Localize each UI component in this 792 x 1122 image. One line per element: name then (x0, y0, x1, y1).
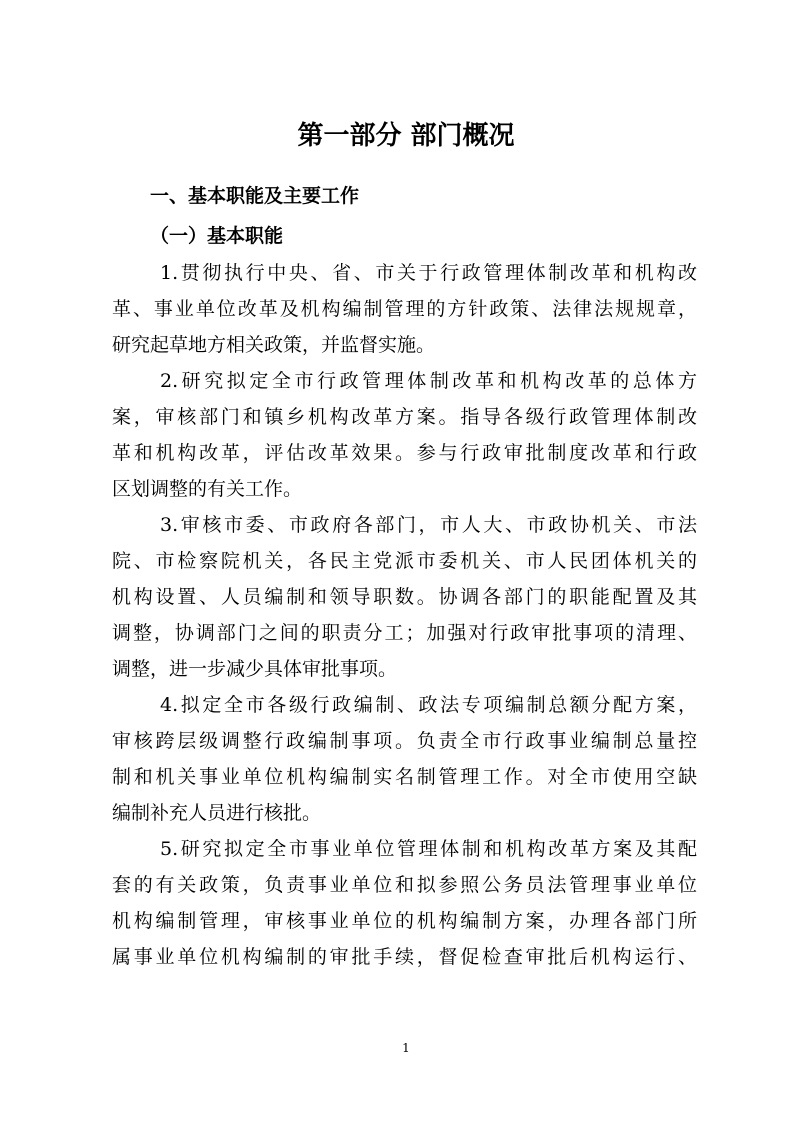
paragraph-line: 革和机构改革，评估改革效果。参与行政审批制度改革和行政 (112, 442, 697, 464)
paragraph-line: 套的有关政策，负责事业单位和拟参照公务员法管理事业单位 (112, 874, 697, 896)
sub-heading: （一）基本职能 (150, 225, 284, 247)
paragraph-line: 2.研究拟定全市行政管理体制改革和机构改革的总体方 (160, 370, 697, 392)
paragraph-line: 属事业单位机构编制的审批手续，督促检查审批后机构运行、 (112, 946, 697, 968)
paragraph-line: 案，审核部门和镇乡机构改革方案。指导各级行政管理体制改 (112, 406, 697, 428)
paragraph-line: 审核跨层级调整行政编制事项。负责全市行政事业编制总量控 (112, 730, 697, 752)
paragraph-line: 1.贯彻执行中央、省、市关于行政管理体制改革和机构改 (160, 262, 697, 284)
page-number: 1 (402, 1041, 410, 1055)
paragraph-line: 区划调整的有关工作。 (112, 478, 303, 500)
paragraph-line: 革、事业单位改革及机构编制管理的方针政策、法律法规规章， (112, 298, 697, 320)
paragraph-line: 3.审核市委、市政府各部门，市人大、市政协机关、市法 (160, 514, 697, 536)
paragraph-line: 研究起草地方相关政策，并监督实施。 (112, 334, 436, 356)
paragraph-1 (112, 255, 697, 363)
page-title: 第一部分 部门概况 (297, 121, 515, 151)
section-heading: 一、基本职能及主要工作 (150, 185, 360, 207)
paragraph-5 (112, 831, 697, 975)
paragraph-line: 5.研究拟定全市事业单位管理体制和机构改革方案及其配 (160, 838, 697, 860)
paragraph-line: 机构设置、人员编制和领导职数。协调各部门的职能配置及其 (112, 586, 697, 608)
paragraph-4 (112, 687, 697, 831)
paragraph-2 (112, 363, 697, 507)
paragraph-line: 调整，进一步减少具体审批事项。 (112, 658, 398, 680)
paragraph-line: 机构编制管理，审核事业单位的机构编制方案，办理各部门所 (112, 910, 697, 932)
paragraph-3 (112, 507, 697, 687)
document-body (112, 255, 697, 975)
paragraph-line: 调整，协调部门之间的职责分工；加强对行政审批事项的清理、 (112, 622, 697, 644)
paragraph-line: 院、市检察院机关，各民主党派市委机关、市人民团体机关的 (112, 550, 697, 572)
paragraph-line: 4.拟定全市各级行政编制、政法专项编制总额分配方案， (160, 694, 697, 716)
paragraph-line: 编制补充人员进行核批。 (112, 802, 322, 824)
paragraph-line: 制和机关事业单位机构编制实名制管理工作。对全市使用空缺 (112, 766, 697, 788)
